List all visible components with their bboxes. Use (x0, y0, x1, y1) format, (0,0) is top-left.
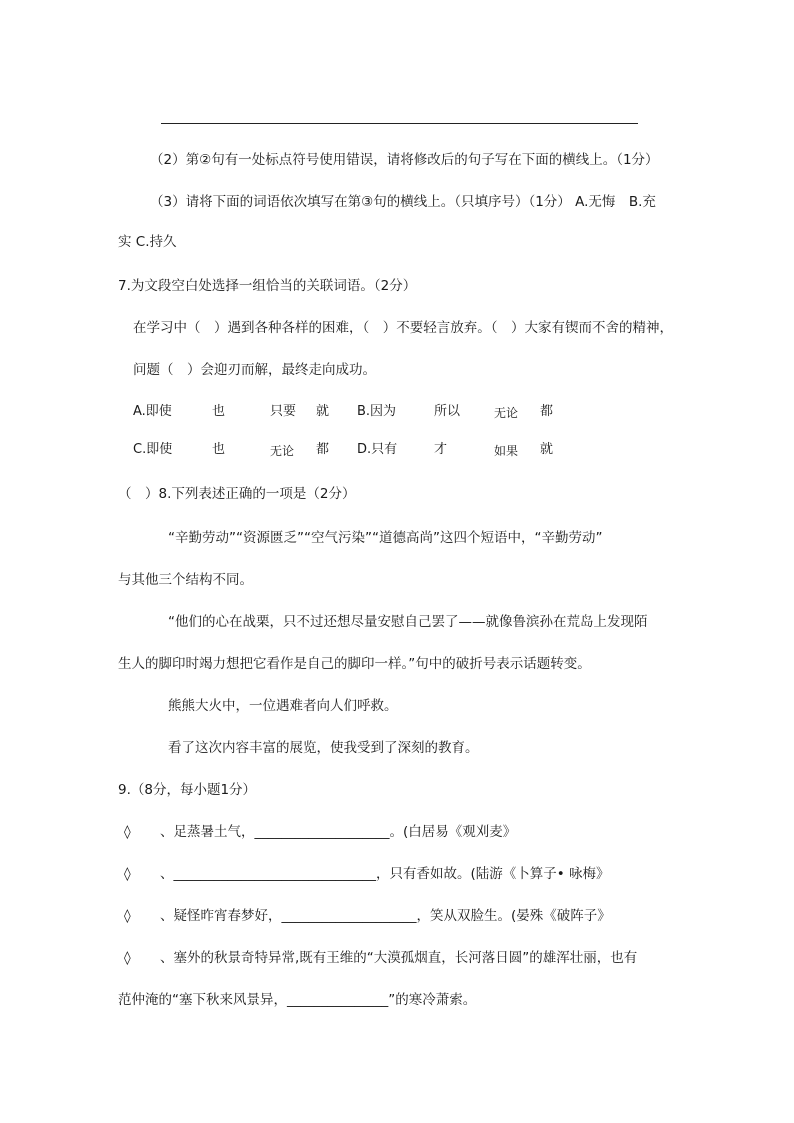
q8-item4: 看了这次内容丰富的展览，使我受到了深刻的教育。 (168, 740, 479, 756)
q8-item1-line2: 与其他三个结构不同。 (118, 572, 253, 588)
q9-item1: 、足蒸暑土气，____________________。(白居易《观刈麦》 (160, 824, 517, 840)
q8-item1-line1: “辛勤劳动”“资源匮乏”“空气污染”“道德高尚”这四个短语中，“辛勤劳动” (168, 530, 603, 546)
option-a-word4: 就 (316, 404, 330, 419)
option-b-label: B.因为 (357, 404, 397, 419)
option-b-word4: 都 (540, 404, 554, 419)
q9-item4-bullet: ◊ (124, 950, 131, 966)
q6-part3-line1: （3）请将下面的词语依次填写在第③句的横线上。（只填序号）（1分） A.无悔 B.充 (150, 194, 656, 210)
option-c-word4: 都 (316, 442, 330, 457)
q9-item3: 、疑怪昨宵春梦好，____________________，笑从双脸生。(晏殊《破阵子》 (160, 908, 611, 924)
q9-title: 9.（8分，每小题1分） (118, 782, 257, 798)
q6-part3-line2: 实 C.持久 (118, 234, 177, 250)
option-a-word2: 也 (212, 404, 226, 419)
option-c-label: C.即使 (133, 442, 173, 457)
q8-title: （ ）8.下列表述正确的一项是（2分） (118, 486, 356, 502)
q7-title: 7.为文段空白处选择一组恰当的关联词语。（2分） (118, 278, 417, 294)
q7-passage-line2: 问题（ ）会迎刃而解，最终走向成功。 (133, 362, 376, 378)
option-d-word2: 才 (434, 442, 448, 457)
q9-item4-line2: 范仲淹的“塞下秋来风景异，_______________”的寒冷萧索。 (118, 992, 477, 1008)
q9-item3-bullet: ◊ (124, 908, 131, 924)
option-c-word2: 也 (212, 442, 226, 457)
option-c-word3: 无论 (270, 444, 295, 458)
q8-item2-line1: “他们的心在战栗，只不过还想尽量安慰自己罢了——就像鲁滨孙在荒岛上发现陌 (168, 614, 648, 630)
q9-item2-bullet: ◊ (124, 866, 131, 882)
q9-item1-bullet: ◊ (124, 824, 131, 840)
q9-item2: 、______________________________，只有香如故。(陆游《卜算子• 咏梅》 (160, 866, 610, 882)
option-d-word3: 如果 (494, 444, 519, 458)
option-b-word3: 无论 (494, 406, 519, 420)
option-b-word2: 所以 (434, 404, 461, 419)
q8-item3: 熊熊大火中，一位遇难者向人们呼救。 (168, 698, 398, 714)
option-a-label: A.即使 (133, 404, 172, 419)
q6-part2: （2）第②句有一处标点符号使用错误，请将修改后的句子写在下面的横线上。（1分） (150, 152, 659, 168)
answer-line (161, 123, 638, 124)
q8-item2-line2: 生人的脚印时竭力想把它看作是自己的脚印一样。”句中的破折号表示话题转变。 (118, 656, 591, 672)
option-d-label: D.只有 (357, 442, 398, 457)
q7-passage-line1: 在学习中（ ）遇到各种各样的困难，（ ）不要轻言放弃。（ ）大家有锲而不舍的精神， (133, 320, 673, 336)
option-a-word3: 只要 (270, 404, 297, 419)
q9-item4-line1: 、塞外的秋景奇特异常,既有王维的“大漠孤烟直，长河落日圆”的雄浑壮丽，也有 (160, 950, 638, 966)
option-d-word4: 就 (540, 442, 554, 457)
